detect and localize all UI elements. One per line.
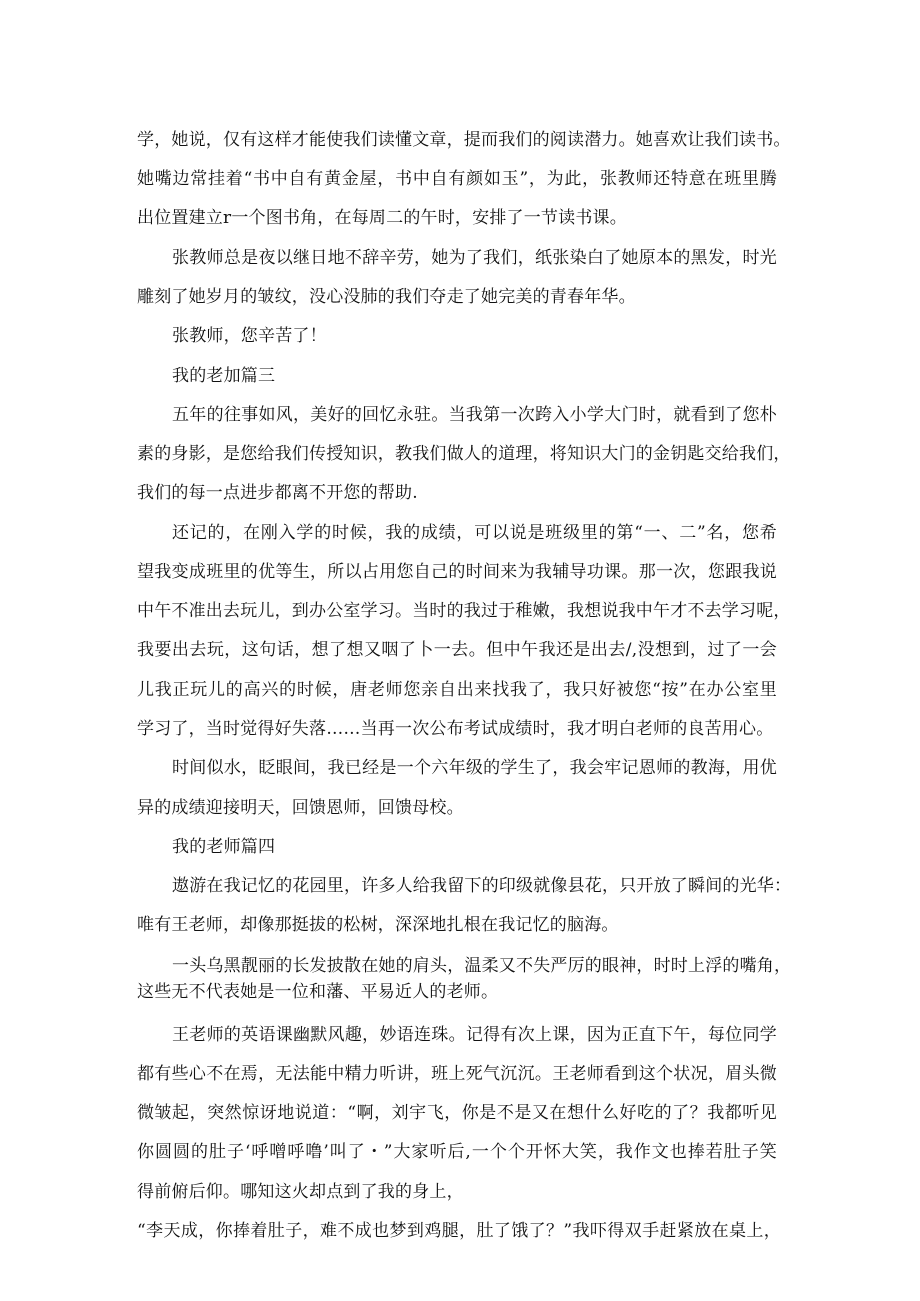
text-line: 出位置建立r一个图书角，在每周二的午时，安排了一节读书课。 — [137, 208, 627, 228]
text-line: 张教师，您辛苦了！ — [172, 326, 327, 346]
text-line: 学习了，当时觉得好失落……当再一次公布考试成绩时，我才明白老师的良苦用心。 — [137, 719, 774, 739]
text-line: 时间似水，眨眼间，我已经是一个六年级的学生了，我会牢记恩师的教海，用优 — [172, 758, 777, 778]
text-line: 望我变成班里的优等生，所以占用您自己的时间来为我辅导功课。那一次，您跟我说 — [137, 562, 777, 582]
text-line: 还记的，在刚入学的时候，我的成绩，可以说是班级里的第“一、二”名，您希 — [172, 523, 777, 543]
section-heading: 我的老加篇三 — [172, 366, 276, 386]
text-line: 你圆圆的肚子‘呼噌呼噜’叫了・”大家听后,一个个开怀大笑，我作文也捧若肚子笑 — [137, 1142, 777, 1162]
text-line: 得前俯后仰。哪知这火却点到了我的身上， — [137, 1182, 464, 1202]
text-line: 张教师总是夜以继日地不辞辛劳，她为了我们，纸张染白了她原本的黑发，时光 — [172, 248, 777, 268]
text-line: 她嘴边常挂着“书中自有黄金屋，书中自有颜如玉”，为此，张教师还特意在班里腾 — [137, 169, 777, 189]
text-line: 我们的每一点进步都离不开您的帮助. — [137, 483, 418, 503]
text-line: 中午不准出去玩儿，到办公室学习。当时的我过于稚嫩，我想说我中午才不去学习呢， — [137, 601, 791, 621]
text-line: 微皱起，突然惊讶地说道：“啊，刘宇飞，你是不是又在想什么好吃的了？我都听见 — [137, 1103, 777, 1123]
section-heading: 我的老师篇四 — [172, 837, 276, 857]
text-line: 都有些心不在焉，无法能中精力听讲，班上死气沉沉。王老师看到这个状况，眉头微 — [137, 1064, 777, 1084]
text-line: 雕刻了她岁月的皱纹，没心没肺的我们夺走了她完美的青春年华。 — [137, 287, 636, 307]
text-line: 唯有王老师，却像那挺拔的松树，深深地扎根在我记忆的脑海。 — [137, 915, 619, 935]
text-line: 五年的往事如风，美好的回忆永驻。当我第一次跨入小学大门时，就看到了您朴 — [172, 405, 777, 425]
text-line: “李天成，你捧着肚子，难不成也梦到鸡腿，肚了饿了？”我吓得双手赶紧放在桌上， — [137, 1221, 781, 1241]
text-line: 学，她说，仅有这样才能使我们读懂文章，提而我们的阅读潜力。她喜欢让我们读书。 — [137, 130, 791, 150]
text-line: 异的成绩迎接明天，回馈恩师，回馈母校。 — [137, 798, 464, 818]
text-line: 我要出去玩，这句话，想了想又咽了卜一去。但中午我还是出去/,没想到，过了一会 — [137, 640, 777, 660]
text-line: 儿我正玩儿的高兴的时候，唐老师您亲自出来找我了，我只好被您“按”在办公室里 — [137, 680, 777, 700]
text-line: 一头乌黑靓丽的长发披散在她的肩头，温柔又不失严厉的眼神，时时上浮的嘴角， — [172, 956, 792, 976]
text-line: 遨游在我记忆的花园里，许多人给我留下的印级就像县花，只开放了瞬间的光华： — [172, 876, 792, 896]
text-line: 王老师的英语课幽默风趣，妙语连珠。记得有次上课，因为正直下午，每位同学 — [172, 1025, 777, 1045]
text-line: 这些无不代表她是一位和藩、平易近人的老师。 — [137, 982, 499, 1002]
text-line: 素的身影，是您给我们传授知识，教我们做人的道理，将知识大门的金钥匙交给我们， — [137, 444, 791, 464]
